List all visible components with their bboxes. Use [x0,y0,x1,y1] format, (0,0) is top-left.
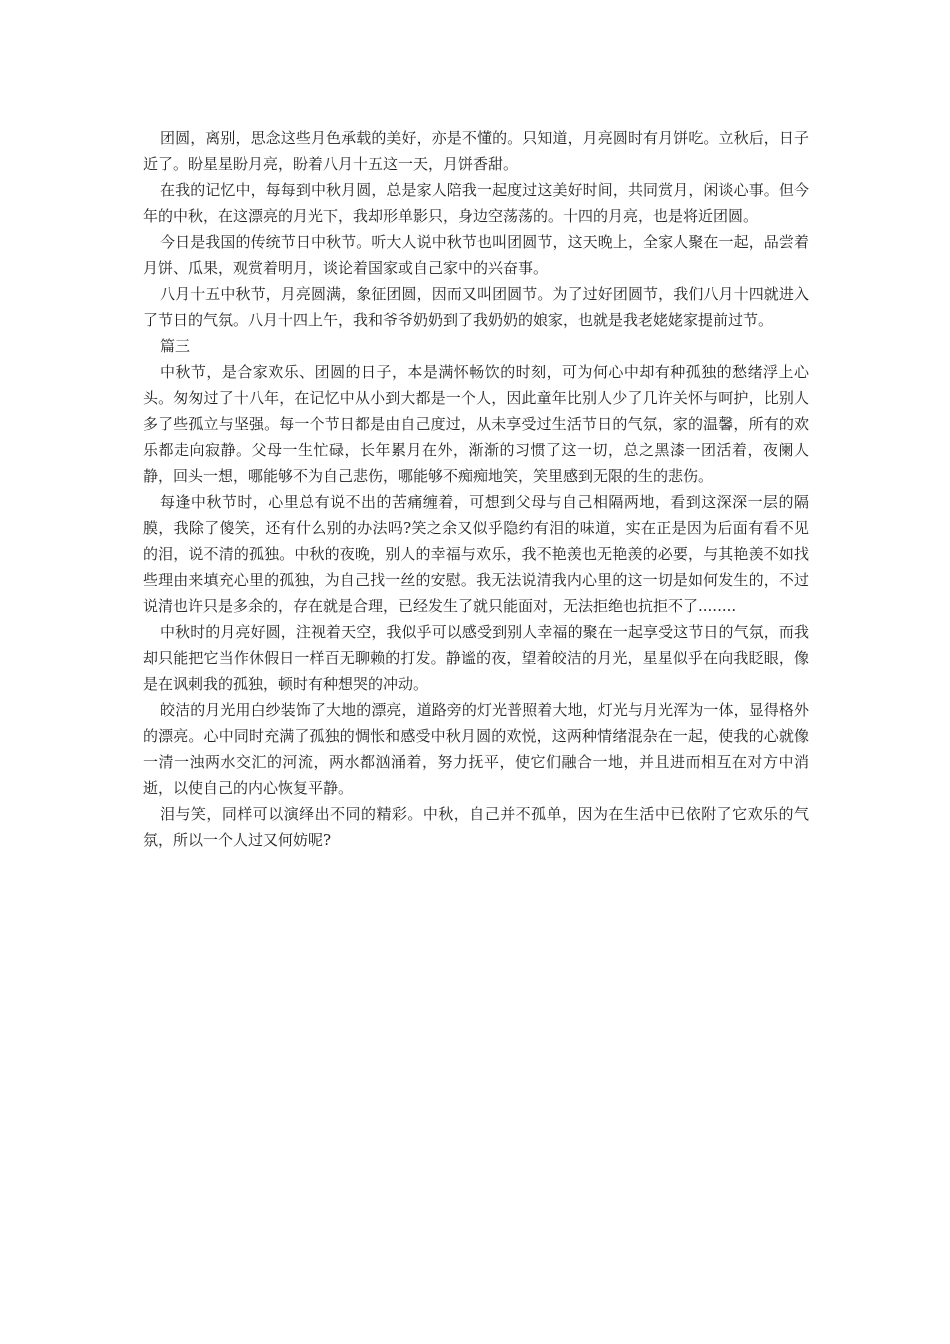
paragraph-7: 中秋时的月亮好圆，注视着天空，我似乎可以感受到别人幸福的聚在一起享受这节日的气氛，而我却只能把它当作休假日一样百无聊赖的打发。静谧的夜，望着皎洁的月光，星星似乎在向我眨眼，像是在讽刺我的孤独，顿时有种想哭的冲动。 [143,623,809,693]
document-body [143,125,809,853]
paragraph-2: 在我的记忆中，每每到中秋月圆，总是家人陪我一起度过这美好时间，共同赏月，闲谈心事。但今年的中秋，在这漂亮的月光下，我却形单影只，身边空荡荡的。十四的月亮，也是将近团圆。 [143,181,809,225]
paragraph-3: 今日是我国的传统节日中秋节。听大人说中秋节也叫团圆节，这天晚上，全家人聚在一起，品尝着月饼、瓜果，观赏着明月，谈论着国家或自己家中的兴奋事。 [143,233,809,277]
paragraph-9: 泪与笑，同样可以演绎出不同的精彩。中秋，自己并不孤单，因为在生活中已依附了它欢乐的气氛，所以一个人过又何妨呢? [143,805,809,849]
paragraph-8: 皎洁的月光用白纱装饰了大地的漂亮，道路旁的灯光普照着大地，灯光与月光浑为一体，显得格外的漂亮。心中同时充满了孤独的惆怅和感受中秋月圆的欢悦，这两种情绪混杂在一起，使我的心就像一清一浊两水交汇的河流，两水都汹涌着，努力抚平，使它们融合一地，并且进而相互在对方中消逝，以使自己的内心恢复平静。 [143,701,809,797]
paragraph-5: 中秋节，是合家欢乐、团圆的日子，本是满怀畅饮的时刻，可为何心中却有种孤独的愁绪浮上心头。匆匆过了十八年，在记忆中从小到大都是一个人，因此童年比别人少了几许关怀与呵护，比别人多了些孤立与坚强。每一个节日都是由自己度过，从未享受过生活节日的气氛，家的温馨，所有的欢乐都走向寂静。父母一生忙碌，长年累月在外，渐渐的习惯了这一切，总之黑漆一团活着，夜阑人静，回头一想，哪能够不为自己悲伤，哪能够不痴痴地笑，笑里感到无限的生的悲伤。 [143,363,809,485]
section-heading: 篇三 [160,337,191,355]
paragraph-1: 团圆，离别，思念这些月色承载的美好，亦是不懂的。只知道，月亮圆时有月饼吃。立秋后，日子近了。盼星星盼月亮，盼着八月十五这一天，月饼香甜。 [143,129,809,173]
paragraph-4: 八月十五中秋节，月亮圆满，象征团圆，因而又叫团圆节。为了过好团圆节，我们八月十四就进入了节日的气氛。八月十四上午，我和爷爷奶奶到了我奶奶的娘家，也就是我老姥姥家提前过节。 [143,285,809,329]
paragraph-6: 每逢中秋节时，心里总有说不出的苦痛缠着，可想到父母与自己相隔两地，看到这深深一层的隔膜，我除了傻笑，还有什么别的办法吗?笑之余又似乎隐约有泪的味道，实在正是因为后面有看不见的泪，说不清的孤独。中秋的夜晚，别人的幸福与欢乐，我不艳羡也无艳羡的必要，与其艳羡不如找些理由来填充心里的孤独，为自己找一丝的安慰。我无法说清我内心里的这一切是如何发生的，不过说清也许只是多余的，存在就是合理，已经发生了就只能面对，无法拒绝也抗拒不了........ [143,493,809,615]
